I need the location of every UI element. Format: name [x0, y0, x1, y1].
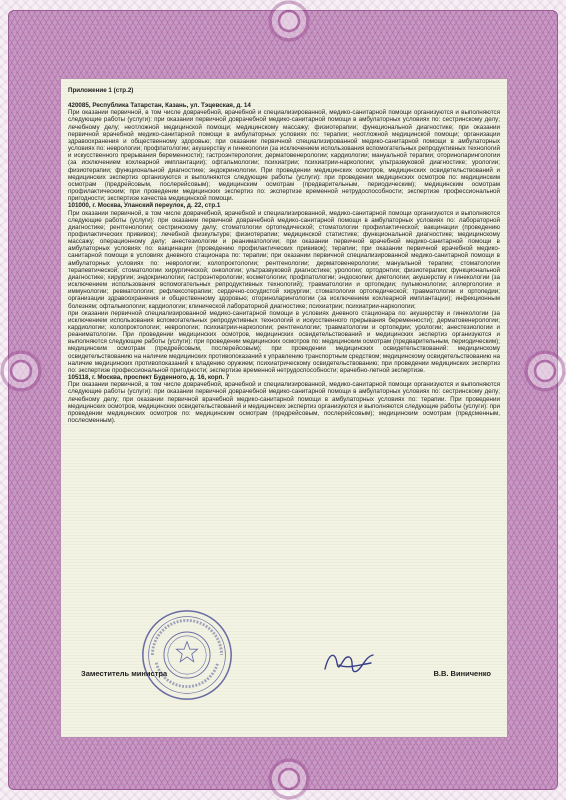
section-body: при оказании первичной специализированной медико-санитарной помощи в условиях дневного стационара по: акушерству и гинекологии (за исключением использования вспомогательных репродуктивных технологий и искусственного прерывания беременности); дерматовенерологии; кардиологии; колопроктологии; неврологии; психиатрии-наркологии; рентгенологии; травматологии и ортопедии; урологии; анестезиологии и реаниматологии. При проведении медицинских осмотров, медицинских освидетельствований и медицинских экспертиз организуются и выполняются следующие работы (услуги): при проведении медицинских осмотров по: медицинским осмотрам (предварительным, периодическим); медицинским осмотрам (предрейсовым, послерейсовым); при проведении медицинских освидетельствований: медицинскому освидетельствованию на наличие медицинских противопоказаний к управлению транспортным средством; медицинскому освидетельствованию на наличие медицинских противопоказаний к владению оружием; психиатрическому освидетельствованию; при проведении медицинских экспертиз по: экспертизе профессиональной пригодности; экспертизе временной нетрудоспособности; врачебно-летной экспертизе.: [68, 309, 500, 374]
section-body: При оказании первичной, в том числе доврачебной, врачебной и специализированной, медико-санитарной помощи организуются и выполняются следующие работы (услуги): при оказании первичной доврачебной медико-санитарной помощи в амбулаторных условиях по: сестринскому делу; лечебному делу; неотложной медицинской помощи; медицинскому массажу; физиотерапии; функциональной диагностике; при оказании первичной врачебной медико-санитарной помощи в амбулаторных условиях по: терапии; неотложной медицинской помощи; организации здравоохранения и общественному здоровью; при оказании первичной специализированной медико-санитарной помощи в амбулаторных условиях по: неврологии; профпатологии; акушерству и гинекологии (за исключением использования вспомогательных репродуктивных технологий и искусственного прерывания беременности); гастроэнтерологии; дерматовенерологии; кардиологии; мануальной терапии; оториноларингологии (за исключением кохлеарной имплантации); офтальмологии; психиатрии; психиатрии-наркологии; ультразвуковой диагностике; урологии; физиотерапии; функциональной диагностике; эндокринологии. При проведении медицинских осмотров, медицинских освидетельствований и медицинских экспертиз организуются и выполняются следующие работы (услуги): при проведении медицинских осмотров по: медицинским осмотрам (предрейсовым, послерейсовым); медицинским осмотрам (предварительным, периодическим); медицинским осмотрам профилактическим; при проведении медицинских экспертиз по: экспертизе временной нетрудоспособности; экспертизе профессиональной пригодности; экспертизе качества медицинской помощи.: [68, 109, 500, 203]
signer-name: В.В. Виниченко: [433, 669, 491, 678]
top-rosette-ornament: [259, 0, 319, 51]
section-address: 420085, Республика Татарстан, Казань, ул. Тэцевская, д. 14: [68, 102, 251, 110]
section-body: При оказании первичной, в том числе доврачебной, врачебной и специализированной, медико-санитарной помощи организуются и выполняются следующие работы (услуги): при оказании первичной доврачебной медико-санитарной помощи в амбулаторных условиях по: сестринскому делу; лечебному делу; при оказании первичной врачебной медико-санитарной помощи в амбулаторных условиях по: терапии. При проведении медицинских осмотров, медицинских освидетельствований и медицинских экспертиз организуются и выполняются следующие работы (услуги): при проведении медицинских осмотров по: медицинским осмотрам (предрейсовым, послерейсовым); медицинским осмотрам (предсменным, послесменным).: [68, 381, 500, 425]
official-seal-stamp: [139, 607, 235, 703]
appendix-title: Приложение 1 (стр.2): [68, 87, 134, 94]
signer-title: Заместитель министра: [81, 669, 168, 678]
section-body: При оказании первичной, в том числе доврачебной, врачебной и специализированной, медико-санитарной помощи организуются и выполняются следующие работы (услуги): при оказании первичной доврачебной медико-санитарной помощи в амбулаторных условиях по: лабораторной диагностике; рентгенологии; сестринскому делу; стоматологии ортопедической; стоматологии профилактической; вакцинации (проведению профилактических прививок); лечебной физкультуре; физиотерапии; медицинской статистике; функциональной диагностике; медицинскому массажу; операционному делу; анестезиологии и реаниматологии; при оказании первичной врачебной медико-санитарной помощи в амбулаторных условиях по: вакцинации (проведению профилактических прививок); терапии; при оказании первичной врачебной медико-санитарной помощи в условиях дневного стационара по: терапии; при оказании первичной специализированной медико-санитарной помощи в амбулаторных условиях по: неврологии; колопроктологии; рентгенологии; дерматовенерологии; мануальной терапии; стоматологии терапевтической; стоматологии хирургической; онкологии; ультразвуковой диагностике; урологии; ортодонтии; физиотерапии; функциональной диагностике; хирургии; эндокринологии; гастроэнтерологии; косметологии; профпатологии; эндоскопии; диетологии; акушерству и гинекологии (за исключением использования вспомогательных репродуктивных технологий); травматологии и ортопедии; пульмонологии; аллергологии и иммунологии; ревматологии; рефлексотерапии; сердечно-сосудистой хирургии; стоматологии ортопедической; травматологии и ортопедии; организации здравоохранения и общественному здоровью; оториноларингологии (за исключением кохлеарной имплантации); инфекционным болезням; офтальмологии; кардиологии; клинической лабораторной диагностике; психиатрии; психиатрии-наркологии;: [68, 209, 500, 310]
signature-block: [81, 645, 491, 705]
left-rosette-ornament: [0, 341, 51, 401]
section-address: 101000, г. Москва, Уланский переулок, д. 22, стр.1: [68, 202, 221, 210]
bottom-rosette-ornament: [259, 749, 319, 800]
document-text: [68, 87, 500, 424]
content-panel: [60, 78, 508, 738]
handwritten-signature: [319, 645, 379, 683]
section-address: 105118, г. Москва, проспект Буденного, д. 16, корп. 7: [68, 374, 230, 382]
right-rosette-ornament: [515, 341, 566, 401]
